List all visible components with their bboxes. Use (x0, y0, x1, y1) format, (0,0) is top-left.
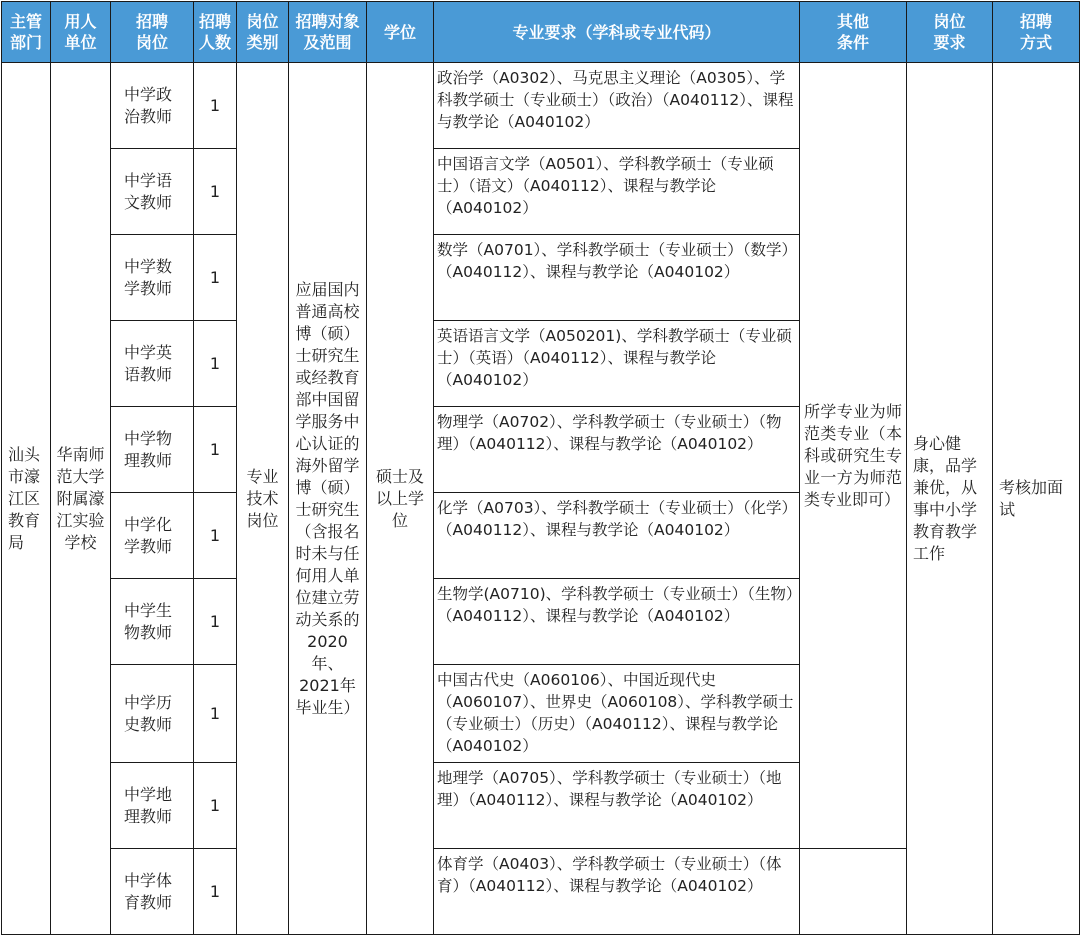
count-cell: 1 (194, 579, 237, 665)
header-dept: 主管部门 (2, 2, 51, 63)
header-requirement: 岗位要求 (907, 2, 993, 63)
header-degree: 学位 (367, 2, 434, 63)
major-cell: 生物学(A0710)、学科教学硕士（专业硕士）（生物）（A040112）、课程与教学论（A040102） (434, 579, 800, 665)
employer-cell: 华南师范大学附属濠江实验学校 (51, 63, 111, 935)
header-major: 专业要求（学科或专业代码） (434, 2, 800, 63)
count-cell: 1 (194, 665, 237, 763)
table-row (2, 63, 1080, 149)
header-row (2, 2, 1080, 63)
header-count: 招聘人数 (194, 2, 237, 63)
count-cell: 1 (194, 849, 237, 935)
position-cell: 中学数学教师 (111, 235, 194, 321)
header-other: 其他条件 (800, 2, 907, 63)
requirement-cell: 身心健康，品学兼优，从事中小学教育教学工作 (907, 63, 993, 935)
degree-cell: 硕士及以上学位 (367, 63, 434, 935)
header-target: 招聘对象及范围 (289, 2, 367, 63)
method-cell: 考核加面试 (993, 63, 1080, 935)
position-cell: 中学化学教师 (111, 493, 194, 579)
count-cell: 1 (194, 321, 237, 407)
header-position: 招聘岗位 (111, 2, 194, 63)
target-cell: 应届国内普通高校博（硕）士研究生或经教育部中国留学服务中心认证的海外留学博（硕）士研究生（含报名时未与任何用人单位建立劳动关系的2020年、2021年毕业生） (289, 63, 367, 935)
major-cell: 英语语言文学（A050201)、学科教学硕士（专业硕士）（英语）（A040112）、课程与教学论（A040102） (434, 321, 800, 407)
position-cell: 中学英语教师 (111, 321, 194, 407)
major-cell: 体育学（A0403）、学科教学硕士（专业硕士）（体育）（A040112）、课程与教学论（A040102） (434, 849, 800, 935)
count-cell: 1 (194, 763, 237, 849)
position-cell: 中学生物教师 (111, 579, 194, 665)
position-cell: 中学政治教师 (111, 63, 194, 149)
category-cell: 专业技术岗位 (237, 63, 289, 935)
header-method: 招聘方式 (993, 2, 1080, 63)
count-cell: 1 (194, 407, 237, 493)
position-cell: 中学体育教师 (111, 849, 194, 935)
position-cell: 中学物理教师 (111, 407, 194, 493)
major-cell: 中国语言文学（A0501）、学科教学硕士（专业硕士）（语文）（A040112）、课程与教学论（A040102） (434, 149, 800, 235)
major-cell: 中国古代史（A060106）、中国近现代史（A060107）、世界史（A060108）、学科教学硕士（专业硕士）（历史）（A040112）、课程与教学论（A040102） (434, 665, 800, 763)
count-cell: 1 (194, 493, 237, 579)
header-employer: 用人单位 (51, 2, 111, 63)
major-cell: 地理学（A0705）、学科教学硕士（专业硕士）（地理）（A040112）、课程与教学论（A040102） (434, 763, 800, 849)
major-cell: 政治学（A0302）、马克思主义理论（A0305）、学科教学硕士（专业硕士）（政治）（A040112）、课程与教学论（A040102） (434, 63, 800, 149)
dept-cell: 汕头市濠江区教育局 (2, 63, 51, 935)
header-category: 岗位类别 (237, 2, 289, 63)
empty-other-cell (800, 849, 907, 935)
count-cell: 1 (194, 63, 237, 149)
position-cell: 中学语文教师 (111, 149, 194, 235)
position-cell: 中学地理教师 (111, 763, 194, 849)
major-cell: 数学（A0701）、学科教学硕士（专业硕士）（数学）（A040112）、课程与教学论（A040102） (434, 235, 800, 321)
count-cell: 1 (194, 149, 237, 235)
major-cell: 物理学（A0702）、学科教学硕士（专业硕士）（物理）（A040112）、课程与教学论（A040102） (434, 407, 800, 493)
other-cell: 所学专业为师范类专业（本科或研究生专业一方为师范类专业即可） (800, 63, 907, 849)
position-cell: 中学历史教师 (111, 665, 194, 763)
recruitment-table (1, 1, 1080, 935)
major-cell: 化学（A0703）、学科教学硕士（专业硕士）（化学）（A040112）、课程与教学论（A040102） (434, 493, 800, 579)
count-cell: 1 (194, 235, 237, 321)
